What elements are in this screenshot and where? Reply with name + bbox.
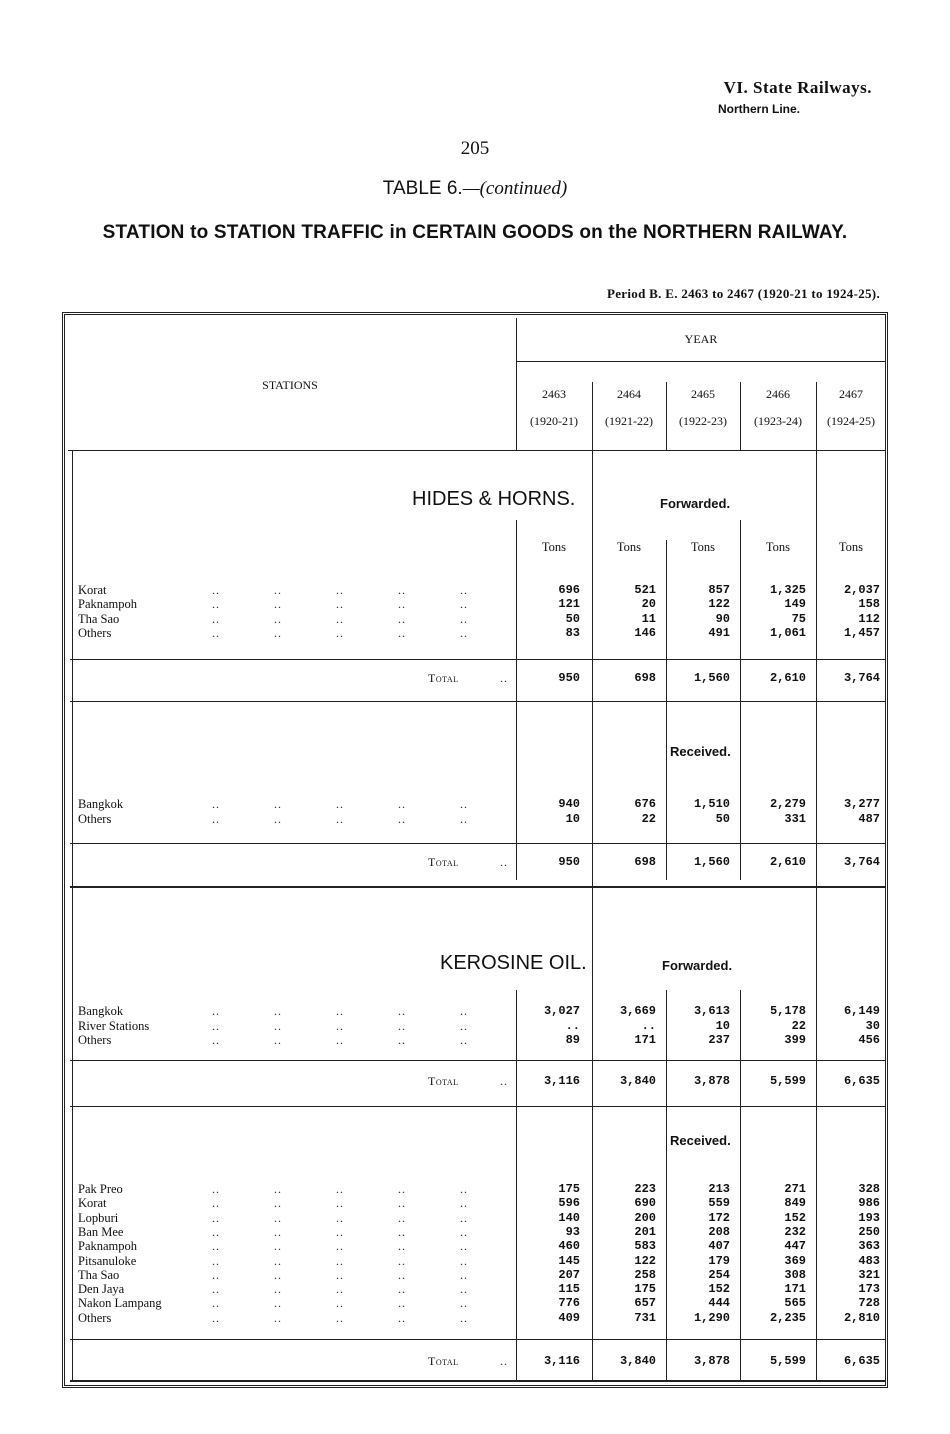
kerosine-forwarded-value: 22 [791,1018,806,1033]
hides-received-value: 22 [641,811,656,826]
hides-received-value: 2,279 [769,797,806,811]
year-be-2463: 2463 [542,387,566,401]
kerosine-received-value: 728 [858,1296,880,1311]
hides-forwarded-total-value: 950 [558,671,580,685]
kerosine-received-value: 213 [708,1182,730,1196]
hides-forwarded-leader-dots: .. .. .. .. .. [212,625,468,640]
kerosine-received-value: 776 [558,1296,580,1311]
hides-received-total-value: 950 [558,855,580,869]
hides-forwarded-value: 121 [558,597,580,612]
kerosine-received-value: 93 [565,1224,580,1239]
kerosine-received-value: 171 [784,1282,806,1297]
kerosine-received-leader-dots: .. .. .. .. .. [212,1296,468,1311]
kerosine-received-leader-dots: .. .. .. .. .. [212,1182,468,1196]
hides-received-total-value: 698 [634,855,656,869]
kerosine-received-station-name: Den Jaya [78,1282,125,1297]
kerosine-forwarded-value: 30 [865,1018,880,1033]
hides-forwarded-leader-dots: .. .. .. .. .. [212,597,468,612]
rule [516,520,517,880]
hides-forwarded-value: 521 [634,583,656,597]
rule [70,1060,886,1061]
kerosine-forwarded-value: 171 [634,1033,656,1047]
hides-forwarded-leader-dots: .. .. .. .. .. [212,611,468,626]
kerosine-received-value: 328 [858,1182,880,1196]
hides-forwarded-value: 20 [641,597,656,612]
hides-forwarded-total-label: Total [428,671,459,685]
unit-label: Tons [616,540,642,554]
year-ce-2466: (1923-24) [754,414,802,428]
kerosine-received-station-name: Tha Sao [78,1267,120,1282]
kerosine-received-value: 2,810 [843,1310,880,1325]
hides-forwarded-value: 90 [715,611,730,626]
hides-received-leader-dots: .. .. .. .. .. [212,811,468,826]
kerosine-forwarded-value: 5,178 [769,1004,806,1018]
hides-received-station-name: Bangkok [78,797,124,811]
hides-received-total-label: Total [428,855,459,869]
kerosine-received-value: 193 [858,1210,880,1225]
kerosine-received-value: 175 [634,1282,656,1297]
hides-forwarded-value: 122 [708,597,730,612]
unit-label: Tons [541,540,567,554]
year-ce-2464: (1921-22) [605,414,653,428]
kerosine-received-value: 447 [784,1239,806,1254]
year-ce-2467: (1924-25) [827,414,875,428]
section-title: VI. State Railways. [723,78,872,97]
kerosine-received-value: 444 [708,1296,730,1311]
hides-forwarded-station-name: Paknampoh [78,597,138,612]
kerosine-received-label: Received. [670,1133,731,1148]
kerosine-section-title: KEROSINE OIL. [440,952,587,974]
kerosine-forwarded-value: 10 [715,1018,730,1033]
kerosine-forwarded-value: 3,027 [543,1004,580,1018]
rule [740,520,741,880]
hides-received-total-value: 3,764 [843,855,880,869]
hides-received-total-dots: .. [500,855,508,869]
kerosine-received-value: 2,235 [769,1310,806,1325]
kerosine-forwarded-total-label: Total [428,1074,459,1088]
kerosine-received-value: 409 [558,1310,580,1325]
kerosine-received-total-dots: .. [500,1354,508,1368]
kerosine-received-value: 559 [708,1196,730,1211]
kerosine-received-station-name: Pak Preo [78,1182,123,1196]
page-number: 205 [460,138,490,159]
hides-received-total-value: 2,610 [769,855,806,869]
kerosine-received-value: 308 [784,1267,806,1282]
kerosine-received-value: 115 [558,1282,580,1297]
kerosine-forwarded-leader-dots: .. .. .. .. .. [212,1018,468,1033]
kerosine-forwarded-value: 89 [565,1033,580,1047]
kerosine-forwarded-station-name: Bangkok [78,1004,124,1018]
table-label [0,178,950,200]
hides-forwarded-value: 50 [565,611,580,626]
kerosine-received-total-value: 6,635 [843,1354,880,1368]
kerosine-received-value: 232 [784,1224,806,1239]
hides-received-value: 940 [558,797,580,811]
hides-forwarded-value: 146 [634,625,656,640]
year-be-2464: 2464 [617,387,641,401]
kerosine-received-value: 173 [858,1282,880,1297]
year-be-2465: 2465 [691,387,715,401]
kerosine-received-value: 122 [634,1253,656,1268]
kerosine-received-value: 152 [708,1282,730,1297]
stations-header: STATIONS [262,378,318,392]
kerosine-received-leader-dots: .. .. .. .. .. [212,1253,468,1268]
hides-forwarded-value: 149 [784,597,806,612]
rule [70,1380,886,1382]
rule [516,361,886,362]
kerosine-received-value: 731 [634,1310,656,1325]
kerosine-received-station-name: Others [78,1310,112,1325]
hides-received-value: 487 [858,811,880,826]
kerosine-received-value: 140 [558,1210,580,1225]
kerosine-received-value: 849 [784,1196,806,1211]
kerosine-received-value: 250 [858,1224,880,1239]
hides-forwarded-total-value: 3,764 [843,671,880,685]
kerosine-received-value: 596 [558,1196,580,1211]
hides-forwarded-total-value: 1,560 [693,671,730,685]
kerosine-received-total-value: 3,116 [543,1354,580,1368]
kerosine-received-value: 201 [634,1224,656,1239]
kerosine-received-value: 483 [858,1253,880,1268]
hides-forwarded-value: 491 [708,625,730,640]
hides-forwarded-total-value: 2,610 [769,671,806,685]
kerosine-received-leader-dots: .. .. .. .. .. [212,1239,468,1254]
hides-forwarded-value: 1,457 [843,625,880,640]
kerosine-received-value: 258 [634,1267,656,1282]
kerosine-forwarded-total-value: 5,599 [769,1074,806,1088]
hides-section-title: HIDES & HORNS. [412,488,576,510]
kerosine-received-value: 321 [858,1267,880,1282]
table-continued: —(continued) [462,178,568,199]
kerosine-received-leader-dots: .. .. .. .. .. [212,1282,468,1297]
kerosine-received-station-name: Pitsanuloke [78,1253,137,1268]
rule [70,843,886,844]
kerosine-forwarded-total-value: 3,840 [619,1074,656,1088]
hides-forwarded-value: 857 [708,583,730,597]
kerosine-forwarded-total-dots: .. [500,1074,508,1088]
hides-forwarded-value: 1,061 [769,625,806,640]
hides-received-value: 50 [715,811,730,826]
hides-forwarded-station-name: Others [78,625,112,640]
rule [70,659,886,660]
hides-forwarded-station-name: Tha Sao [78,611,120,626]
year-ce-2463: (1920-21) [530,414,578,428]
kerosine-received-value: 407 [708,1239,730,1254]
line-subtitle: Northern Line. [717,102,800,116]
hides-received-station-name: Others [78,811,112,826]
kerosine-received-leader-dots: .. .. .. .. .. [212,1310,468,1325]
kerosine-received-value: 200 [634,1210,656,1225]
kerosine-received-value: 179 [708,1253,730,1268]
hides-forwarded-value: 158 [858,597,880,612]
kerosine-forwarded-total-value: 3,116 [543,1074,580,1088]
hides-forwarded-total-value: 698 [634,671,656,685]
kerosine-received-value: 254 [708,1267,730,1282]
table-title: STATION to STATION TRAFFIC in CERTAIN GOODS on the NORTHERN RAILWAY. [102,222,848,243]
kerosine-received-total-value: 3,878 [693,1354,730,1368]
unit-label: Tons [690,540,716,554]
kerosine-forwarded-station-name: Others [78,1033,112,1047]
kerosine-forwarded-value: .. [641,1018,656,1033]
hides-forwarded-leader-dots: .. .. .. .. .. [212,583,468,597]
hides-forwarded-station-name: Korat [78,583,107,597]
kerosine-forwarded-total-value: 6,635 [843,1074,880,1088]
hides-forwarded-value: 112 [858,611,880,626]
kerosine-forwarded-value: .. [565,1018,580,1033]
kerosine-forwarded-station-name: River Stations [78,1018,150,1033]
kerosine-received-value: 363 [858,1239,880,1254]
rule [70,886,886,888]
kerosine-received-station-name: Korat [78,1196,107,1211]
rule [70,1106,886,1107]
kerosine-forwarded-value: 237 [708,1033,730,1047]
kerosine-forwarded-value: 3,613 [693,1004,730,1018]
kerosine-received-station-name: Lopburi [78,1210,119,1225]
hides-forwarded-value: 696 [558,583,580,597]
kerosine-forwarded-value: 456 [858,1033,880,1047]
hides-received-total-value: 1,560 [693,855,730,869]
kerosine-forwarded-value: 6,149 [843,1004,880,1018]
kerosine-received-value: 207 [558,1267,580,1282]
kerosine-received-station-name: Nakon Lampang [78,1296,162,1311]
unit-label: Tons [838,540,864,554]
kerosine-received-value: 175 [558,1182,580,1196]
kerosine-received-station-name: Paknampoh [78,1239,138,1254]
hides-received-leader-dots: .. .. .. .. .. [212,797,468,811]
kerosine-received-station-name: Ban Mee [78,1224,124,1239]
kerosine-received-value: 690 [634,1196,656,1211]
year-ce-2465: (1922-23) [679,414,727,428]
unit-label: Tons [765,540,791,554]
hides-forwarded-label: Forwarded. [660,496,731,511]
kerosine-received-value: 369 [784,1253,806,1268]
kerosine-received-value: 565 [784,1296,806,1311]
hides-forwarded-value: 83 [565,625,580,640]
kerosine-received-leader-dots: .. .. .. .. .. [212,1224,468,1239]
kerosine-received-value: 986 [858,1196,880,1211]
hides-received-value: 1,510 [693,797,730,811]
rule [70,1339,886,1340]
year-be-2467: 2467 [839,387,863,401]
kerosine-received-leader-dots: .. .. .. .. .. [212,1267,468,1282]
kerosine-received-value: 1,290 [693,1310,730,1325]
kerosine-forwarded-value: 399 [784,1033,806,1047]
kerosine-received-value: 172 [708,1210,730,1225]
kerosine-received-total-value: 3,840 [619,1354,656,1368]
hides-forwarded-value: 2,037 [843,583,880,597]
period-label: Period B. E. 2463 to 2467 (1920-21 to 1924-25). [607,286,880,301]
kerosine-received-value: 223 [634,1182,656,1196]
kerosine-received-value: 152 [784,1210,806,1225]
kerosine-received-value: 460 [558,1239,580,1254]
kerosine-received-leader-dots: .. .. .. .. .. [212,1210,468,1225]
kerosine-received-total-label: Total [428,1354,459,1368]
kerosine-received-leader-dots: .. .. .. .. .. [212,1196,468,1211]
hides-received-value: 676 [634,797,656,811]
rule [72,450,73,1380]
kerosine-forwarded-leader-dots: .. .. .. .. .. [212,1033,468,1047]
hides-received-label: Received. [670,744,731,759]
hides-forwarded-total-dots: .. [500,671,508,685]
kerosine-received-value: 657 [634,1296,656,1311]
year-be-2466: 2466 [766,387,790,401]
kerosine-received-value: 145 [558,1253,580,1268]
kerosine-received-total-value: 5,599 [769,1354,806,1368]
kerosine-received-value: 208 [708,1224,730,1239]
kerosine-forwarded-value: 3,669 [619,1004,656,1018]
hides-forwarded-value: 1,325 [769,583,806,597]
rule [70,701,886,702]
hides-received-value: 3,277 [843,797,880,811]
kerosine-forwarded-total-value: 3,878 [693,1074,730,1088]
hides-received-value: 10 [565,811,580,826]
kerosine-received-value: 583 [634,1239,656,1254]
kerosine-forwarded-leader-dots: .. .. .. .. .. [212,1004,468,1018]
kerosine-forwarded-label: Forwarded. [662,958,733,973]
hides-forwarded-value: 75 [791,611,806,626]
rule [68,450,886,451]
table-number: TABLE 6. [382,178,463,199]
hides-received-value: 331 [784,811,806,826]
year-header: YEAR [684,332,718,346]
hides-forwarded-value: 11 [641,611,656,626]
kerosine-received-value: 271 [784,1182,806,1196]
